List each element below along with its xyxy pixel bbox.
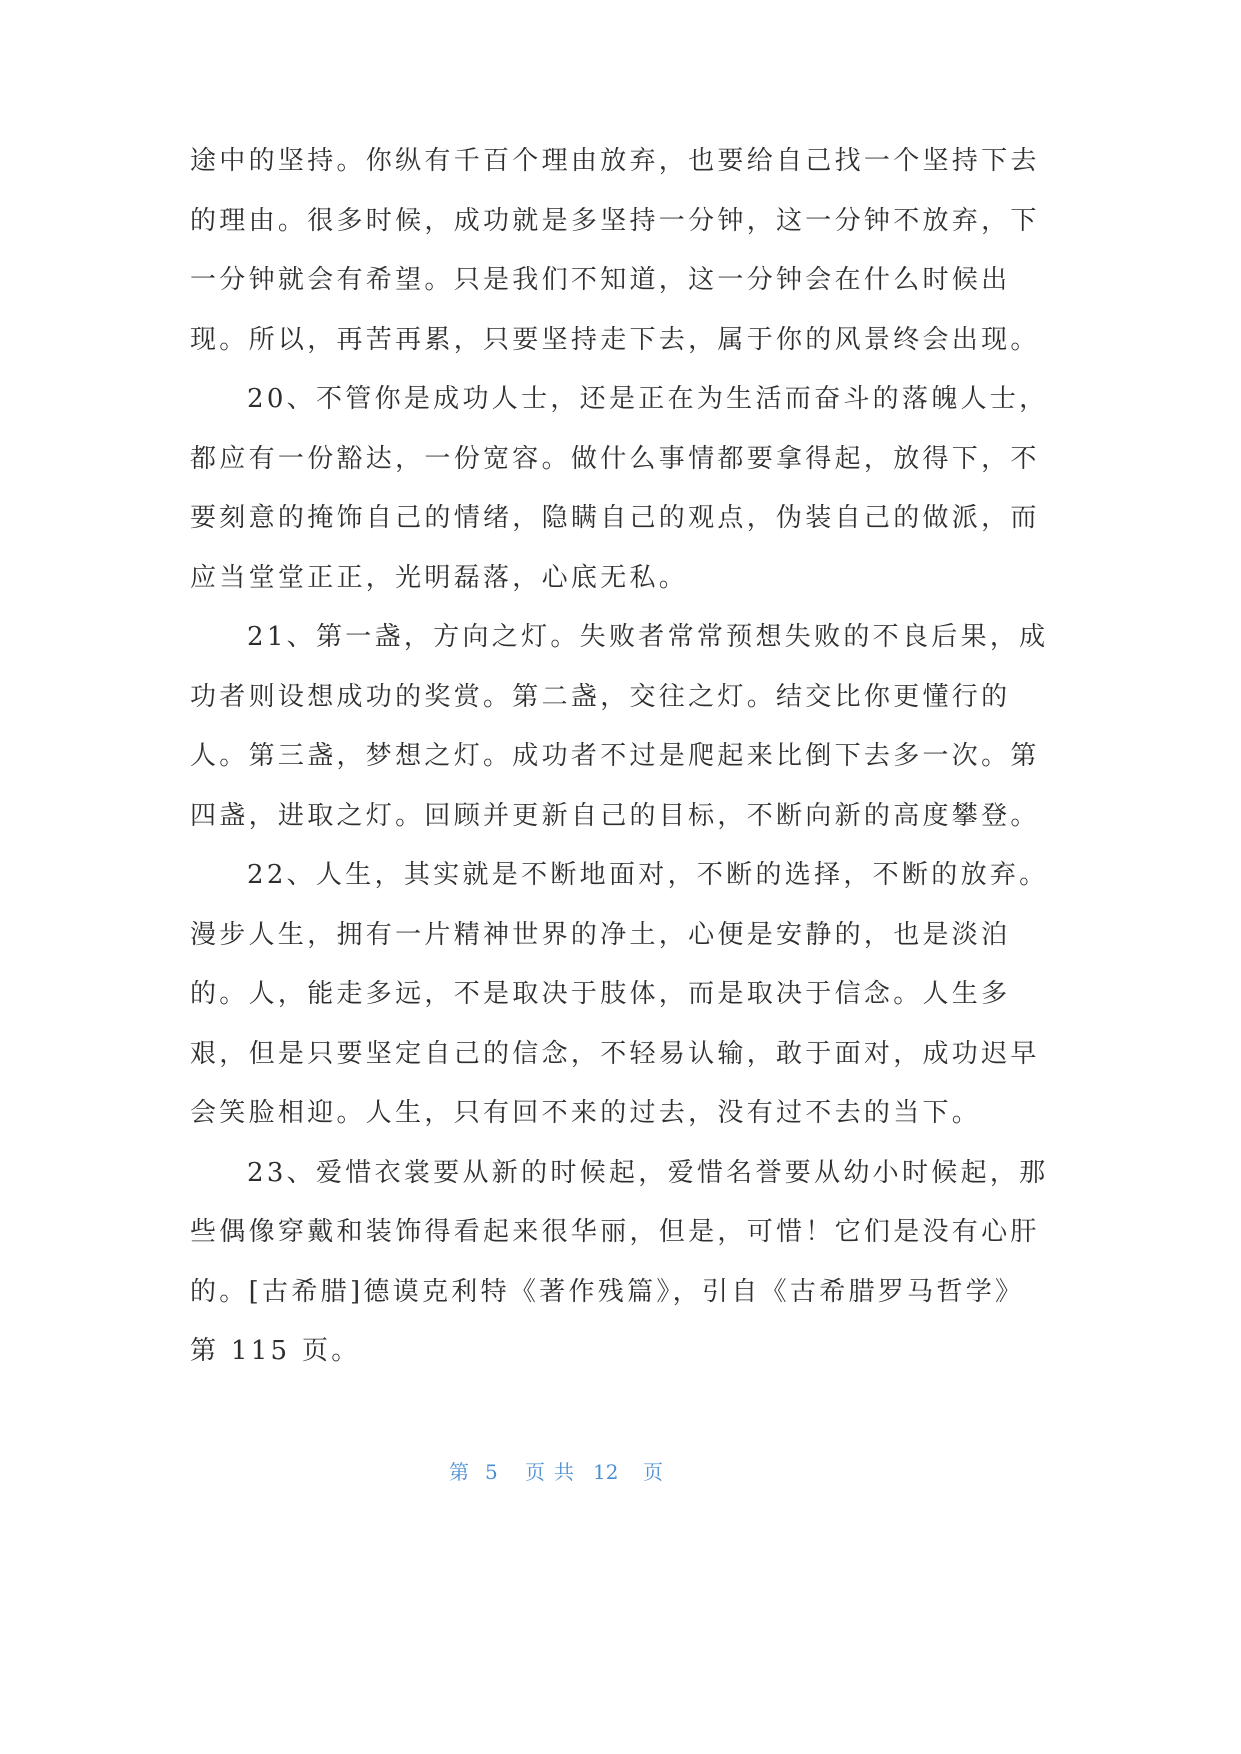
current-page-number: 5 (485, 1460, 498, 1484)
text-line: 20、不管你是成功人士，还是正在为生活而奋斗的落魄人士， (247, 384, 1049, 414)
text-line: 一分钟就会有希望。只是我们不知道，这一分钟会在什么时候出 (190, 265, 1011, 295)
text-line: 会笑脸相迎。人生，只有回不来的过去，没有过不去的当下。 (190, 1098, 982, 1128)
text-line: 四盏，进取之灯。回顾并更新自己的目标，不断向新的高度攀登。 (190, 800, 1040, 831)
text-line: 应当堂堂正正，光明磊落，心底无私。 (190, 562, 689, 593)
text-line: 现。所以，再苦再累，只要坚持走下去，属于你的风景终会出现。 (190, 324, 1040, 355)
text-line: 的。[古希腊]德谟克利特《著作残篇》，引自《古希腊罗马哲学》 (190, 1276, 1025, 1307)
footer-page-word: 页 (525, 1460, 545, 1484)
text-line: 的。人，能走多远，不是取决于肢体，而是取决于信念。人生多 (190, 979, 1011, 1009)
paragraph-22 (190, 846, 1050, 1144)
text-line: 人。第三盏，梦想之灯。成功者不过是爬起来比倒下去多一次。第 (190, 741, 1040, 771)
text-line: 功者则设想成功的奖赏。第二盏，交往之灯。结交比你更懂行的 (190, 681, 1011, 712)
text-line: 些偶像穿戴和装饰得看起来很华丽，但是，可惜！它们是没有心肝 (190, 1217, 1040, 1247)
text-line: 都应有一份豁达，一份宽容。做什么事情都要拿得起，放得下，不 (190, 443, 1040, 474)
document-body (190, 132, 1050, 1382)
text-line: 要刻意的掩饰自己的情绪，隐瞒自己的观点，伪装自己的做派，而 (190, 503, 1040, 533)
text-line: 途中的坚持。你纵有千百个理由放弃，也要给自己找一个坚持下去 (190, 146, 1040, 176)
footer-suffix: 页 (643, 1460, 663, 1484)
paragraph-continued (190, 132, 1050, 370)
text-line: 第 115 页。 (190, 1336, 361, 1366)
text-line: 艰，但是只要坚定自己的信念，不轻易认输，敢于面对，成功迟早 (190, 1038, 1040, 1069)
text-line: 的理由。很多时候，成功就是多坚持一分钟，这一分钟不放弃，下 (190, 205, 1040, 236)
text-line: 23、爱惜衣裳要从新的时候起，爱惜名誉要从幼小时候起，那 (247, 1157, 1049, 1188)
text-line: 21、第一盏，方向之灯。失败者常常预想失败的不良后果，成 (247, 622, 1049, 652)
total-page-count: 12 (593, 1460, 619, 1484)
paragraph-23 (190, 1144, 1050, 1382)
footer-total-word: 共 (554, 1460, 574, 1484)
footer-prefix: 第 (449, 1460, 469, 1484)
text-line: 22、人生，其实就是不断地面对，不断的选择，不断的放弃。 (247, 860, 1049, 890)
paragraph-21 (190, 608, 1050, 846)
text-line: 漫步人生，拥有一片精神世界的净土，心便是安静的，也是淡泊 (190, 919, 1011, 950)
paragraph-20 (190, 370, 1050, 608)
